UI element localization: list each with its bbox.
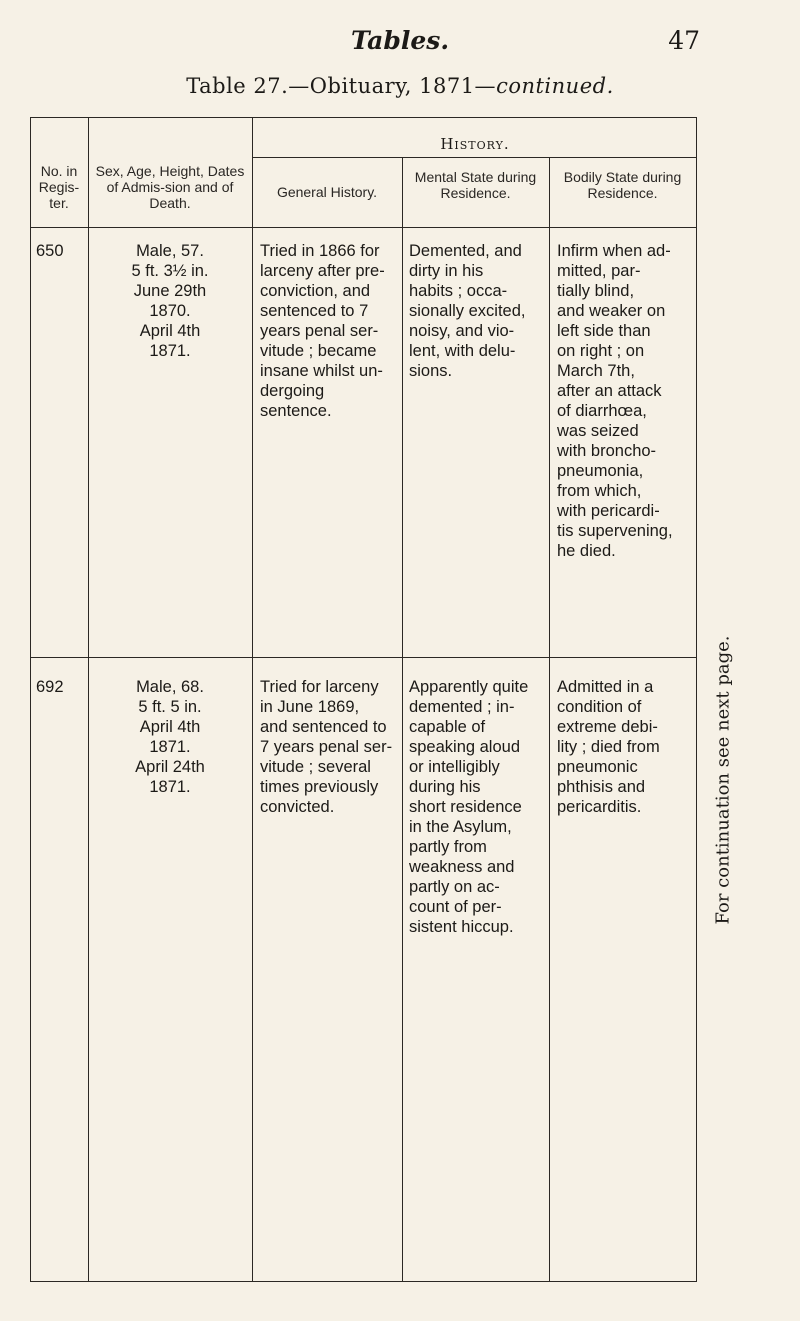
header-history: History. <box>440 135 510 153</box>
mental-state-cell <box>409 677 547 937</box>
cell-line: vitude ; several <box>260 758 371 776</box>
cell-line: 7 years penal ser- <box>260 738 393 756</box>
cell-line: pneumonia, <box>557 462 644 480</box>
cell-line: Demented, and <box>409 242 522 260</box>
register-number: 650 <box>36 242 64 260</box>
mental-state-cell <box>409 241 547 381</box>
cell-line: April 24th <box>135 758 205 776</box>
cell-line: insane whilst un- <box>260 362 383 380</box>
bodily-state-cell <box>557 241 695 561</box>
header-bottom-rule <box>30 227 697 228</box>
continuation-note <box>706 590 740 970</box>
cell-line: weakness and <box>409 858 515 876</box>
cell-line: during his <box>409 778 481 796</box>
row-rule <box>30 657 697 658</box>
cell-line: dergoing sentence. <box>260 382 332 420</box>
cell-line: 1871. <box>149 342 191 360</box>
cell-line: habits ; occa- <box>409 282 508 300</box>
table-top-rule <box>30 117 697 118</box>
cell-line: years penal ser- <box>260 322 379 340</box>
cell-line: lent, with delu- <box>409 342 516 360</box>
cell-line: sentenced to 7 <box>260 302 369 320</box>
cell-line: sionally excited, <box>409 302 526 320</box>
cell-line: pneumonic <box>557 758 638 776</box>
general-history-cell <box>260 677 400 817</box>
cell-line: April 4th <box>139 718 201 736</box>
cell-line: and weaker on <box>557 302 666 320</box>
header-bodily-state: Bodily State during Residence. <box>563 169 682 201</box>
cell-line: with pericardi- <box>557 502 660 520</box>
cell-line: short residence <box>409 798 522 816</box>
table-title-continued: continued. <box>496 74 614 98</box>
cell-line: June 29th <box>133 282 207 300</box>
cell-line: tially blind, <box>557 282 635 300</box>
cell-line: was seized <box>557 422 639 440</box>
page-number: 47 <box>668 26 700 55</box>
sex-age-dates-cell <box>91 677 249 797</box>
column-rule <box>88 117 89 1282</box>
cell-line: 5 ft. 5 in. <box>138 698 202 716</box>
table-right-rule <box>696 117 697 1282</box>
cell-line: in the Asylum, <box>409 818 512 836</box>
cell-line: from which, <box>557 482 642 500</box>
cell-line: Tried for larceny <box>260 678 379 696</box>
cell-line: lity ; died from <box>557 738 660 756</box>
cell-line: on right ; on <box>557 342 645 360</box>
cell-line: sions. <box>409 362 453 380</box>
cell-line: phthisis and <box>557 778 646 796</box>
cell-line: dirty in his <box>409 262 484 280</box>
cell-line: March 7th, <box>557 362 635 380</box>
cell-line: partly from <box>409 838 487 856</box>
table-left-rule <box>30 117 31 1282</box>
cell-line: in June 1869, <box>260 698 360 716</box>
cell-line: sistent hiccup. <box>409 918 514 936</box>
cell-line: 1871. <box>149 738 191 756</box>
header-register-number: No. in Regis-ter. <box>38 163 80 211</box>
cell-line: condition of <box>557 698 642 716</box>
cell-line: April 4th <box>139 322 201 340</box>
cell-line: larceny after pre- <box>260 262 385 280</box>
header-mental-state: Mental State during Residence. <box>414 169 537 201</box>
cell-line: pericarditis. <box>557 798 642 816</box>
cell-line: Apparently quite <box>409 678 529 696</box>
obituary-table <box>30 117 697 1282</box>
cell-line: Admitted in a <box>557 678 654 696</box>
cell-line: vitude ; became <box>260 342 377 360</box>
cell-line: and sentenced to <box>260 718 387 736</box>
cell-line: times previously <box>260 778 379 796</box>
cell-line: demented ; in- <box>409 698 515 716</box>
cell-line: speaking aloud <box>409 738 521 756</box>
cell-line: partly on ac- <box>409 878 500 896</box>
cell-line: capable of <box>409 718 486 736</box>
running-head <box>0 26 800 56</box>
column-rule <box>252 117 253 1282</box>
register-number: 692 <box>36 678 64 696</box>
cell-line: 1871. <box>149 778 191 796</box>
cell-line: Tried in 1866 for <box>260 242 380 260</box>
cell-line: conviction, and <box>260 282 371 300</box>
cell-line: left side than <box>557 322 651 340</box>
general-history-cell <box>260 241 400 421</box>
header-sex-age-dates: Sex, Age, Height, Dates of Admis-sion and of Death. <box>95 163 245 211</box>
table-title-main: Table 27.—Obituary, 1871— <box>186 74 497 98</box>
cell-line: he died. <box>557 542 616 560</box>
cell-line: Male, 68. <box>136 678 204 696</box>
cell-line: Infirm when ad- <box>557 242 671 260</box>
cell-line: tis supervening, <box>557 522 673 540</box>
cell-line: of diarrhœa, <box>557 402 647 420</box>
cell-line: 1870. <box>149 302 191 320</box>
cell-line: or intelligibly <box>409 758 500 776</box>
cell-line: count of per- <box>409 898 502 916</box>
cell-line: extreme debi- <box>557 718 658 736</box>
bodily-state-cell <box>557 677 695 817</box>
column-rule <box>549 157 550 1282</box>
cell-line: convicted. <box>260 798 335 816</box>
history-header-rule <box>252 157 697 158</box>
cell-line: Male, 57. <box>136 242 204 260</box>
header-general-history: General History. <box>276 184 378 200</box>
column-rule <box>402 157 403 1282</box>
running-title: Tables. <box>350 26 450 55</box>
cell-line: noisy, and vio- <box>409 322 515 340</box>
cell-line: mitted, par- <box>557 262 641 280</box>
cell-line: after an attack <box>557 382 662 400</box>
sex-age-dates-cell <box>91 241 249 361</box>
table-title <box>0 74 800 98</box>
cell-line: with broncho- <box>557 442 657 460</box>
table-bottom-rule <box>30 1281 697 1282</box>
cell-line: 5 ft. 3½ in. <box>131 262 209 280</box>
continuation-note-text: For continuation see next page. <box>712 635 734 925</box>
